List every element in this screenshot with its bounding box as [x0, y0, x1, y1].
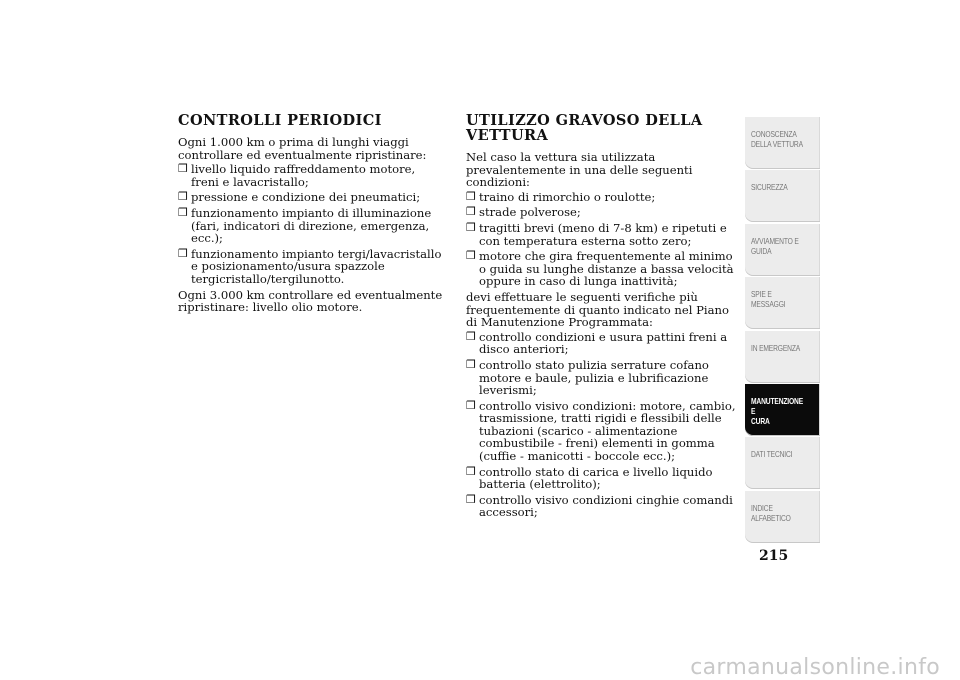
- check-item-text: controllo visivo condizioni cinghie comandi accessori;: [479, 492, 733, 520]
- chapter-tab-label: DATI TECNICI: [751, 449, 793, 460]
- left-checklist-item: [178, 207, 446, 245]
- section-title-line1: UTILIZZO GRAVOSO DELLA: [466, 112, 703, 129]
- checkbox-bullet-icon: ❒: [466, 329, 476, 343]
- chapter-tab[interactable]: [745, 437, 820, 489]
- chapter-tab[interactable]: [745, 384, 820, 436]
- left-checklist: [178, 163, 446, 285]
- check-item: [466, 494, 742, 519]
- chapter-tab-label: INDICE ALFABETICO: [751, 502, 791, 523]
- check-item: [466, 359, 742, 397]
- left-column: [178, 113, 446, 314]
- chapter-tab-label: SICUREZZA: [751, 182, 788, 193]
- chapter-tab-label: SPIE E MESSAGGI: [751, 289, 786, 310]
- left-checklist-item: [178, 248, 446, 286]
- chapter-tab[interactable]: [745, 331, 820, 383]
- checkbox-bullet-icon: ❒: [178, 246, 188, 260]
- left-checklist-item-text: funzionamento impianto di illuminazione (fari, indicatori di direzione, emergenza, ecc.);: [191, 205, 432, 246]
- condition-item-text: traino di rimorchio o roulotte;: [479, 189, 656, 204]
- checkbox-bullet-icon: ❒: [466, 398, 476, 412]
- right-middle: devi effettuare le seguenti verifiche più frequentemente di quanto indicato nel Piano di Manutenzione Programmata:: [466, 289, 729, 330]
- left-checklist-item-text: funzionamento impianto tergi/lavacristallo e posizionamento/usura spazzole tergicristallo/tergilunotto.: [191, 246, 442, 286]
- check-item: [466, 331, 742, 356]
- section-title-utilizzo-gravoso: [466, 113, 742, 143]
- section-title-controlli-periodici: CONTROLLI PERIODICI: [178, 112, 382, 129]
- checkbox-bullet-icon: ❒: [466, 205, 476, 219]
- condition-item-text: motore che gira frequentemente al minimo o guida su lunghe distanze a bassa velocità oppure in caso di lunga inattività;: [479, 249, 734, 289]
- condition-item: [466, 250, 742, 288]
- condition-item: [466, 222, 742, 247]
- left-checklist-item-text: livello liquido raffreddamento motore, freni e lavacristallo;: [191, 162, 416, 189]
- check-item: [466, 466, 742, 491]
- condition-item-text: tragitti brevi (meno di 7-8 km) e ripetuti e con temperatura esterna sotto zero;: [479, 220, 727, 248]
- condition-item: [466, 191, 742, 204]
- checkbox-bullet-icon: ❒: [466, 189, 476, 203]
- check-item: [466, 400, 742, 463]
- chapter-tab[interactable]: [745, 170, 820, 222]
- section-title-line2: VETTURA: [466, 127, 549, 144]
- chapter-tab-label: CONOSCENZA DELLA VETTURA: [751, 129, 803, 149]
- condition-item: [466, 206, 742, 219]
- chapter-tab-label: MANUTENZIONE E CURA: [751, 395, 804, 426]
- checkbox-bullet-icon: ❒: [466, 492, 476, 506]
- left-checklist-item: [178, 163, 446, 188]
- left-checklist-item: [178, 191, 446, 204]
- check-item-text: controllo stato di carica e livello liquido batteria (elettrolito);: [479, 464, 713, 492]
- checkbox-bullet-icon: ❒: [466, 220, 476, 234]
- chapter-tab-label: IN EMERGENZA: [751, 342, 801, 353]
- check-item-text: controllo visivo condizioni: motore, cambio, trasmissione, tratti rigidi e flessibili delle tubazioni (scarico - alimentazione combustibile - freni) elementi in gomma (cuffie - manicotti - boccole ecc.);: [479, 398, 736, 464]
- checkbox-bullet-icon: ❒: [466, 464, 476, 478]
- page-number: 215: [759, 548, 789, 564]
- checkbox-bullet-icon: ❒: [466, 357, 476, 371]
- checkbox-bullet-icon: ❒: [466, 249, 476, 263]
- right-intro: Nel caso la vettura sia utilizzata prevalentemente in una delle seguenti condizioni:: [466, 150, 693, 190]
- chapter-tab[interactable]: [745, 117, 820, 169]
- checkbox-bullet-icon: ❒: [178, 190, 188, 204]
- check-item-text: controllo condizioni e usura pattini freni a disco anteriori;: [479, 329, 728, 357]
- left-intro: Ogni 1.000 km o prima di lunghi viaggi controllare ed eventualmente ripristinare:: [178, 135, 427, 162]
- chapter-tabs: [745, 117, 820, 544]
- chapter-tab[interactable]: [745, 491, 820, 543]
- condition-item-text: strade polverose;: [479, 205, 581, 220]
- check-item-text: controllo stato pulizia serrature cofano motore e baule, pulizia e lubrificazione leverismi;: [479, 357, 709, 398]
- chapter-tab[interactable]: [745, 224, 820, 276]
- checkbox-bullet-icon: ❒: [178, 162, 188, 176]
- left-outro: Ogni 3.000 km controllare ed eventualmente ripristinare: livello olio motore.: [178, 287, 443, 315]
- watermark: carmanualsonline.info: [690, 655, 940, 680]
- checks-list: [466, 331, 742, 519]
- chapter-tab[interactable]: [745, 277, 820, 329]
- right-column: [466, 113, 742, 522]
- checkbox-bullet-icon: ❒: [178, 205, 188, 219]
- conditions-list: [466, 191, 742, 288]
- left-checklist-item-text: pressione e condizione dei pneumatici;: [191, 190, 421, 205]
- chapter-tab-label: AVVIAMENTO E GUIDA: [751, 235, 799, 256]
